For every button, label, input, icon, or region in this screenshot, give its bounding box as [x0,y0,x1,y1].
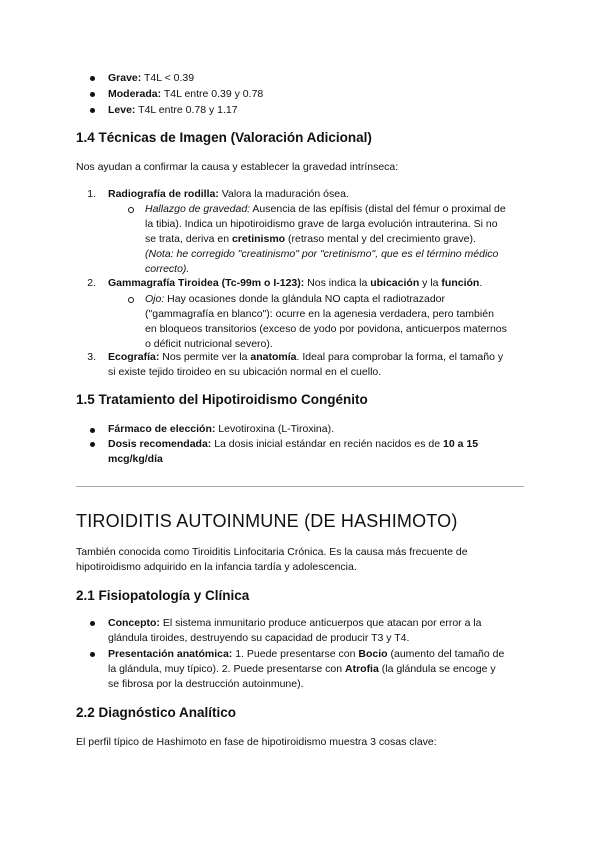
section-heading-2-1: 2.1 Fisiopatología y Clínica [76,588,250,603]
imaging-item-radiografia: Radiografía de rodilla: Valora la maduración ósea. [108,188,349,200]
section-heading-1-4: 1.4 Técnicas de Imagen (Valoración Adicional) [76,130,372,145]
severity-item-leve: Leve: T4L entre 0.78 y 1.17 [108,104,238,116]
radiografia-note-line2: correcto). [145,263,190,275]
hashimoto-intro-line1: También conocida como Tiroiditis Linfocitaria Crónica. Es la causa más frecuente de [76,546,468,558]
radiografia-finding-line1: Hallazgo de gravedad: Ausencia de las epífisis (distal del fémur o proximal de [145,203,506,215]
section-1-4-intro: Nos ayudan a confirmar la causa y establecer la gravedad intrínseca: [76,161,399,173]
bullet-icon [90,442,95,447]
section-2-2-intro: El perfil típico de Hashimoto en fase de hipotiroidismo muestra 3 cosas clave: [76,736,437,748]
physio-presentacion-line3: se fibrosa por la destrucción autoinmune). [108,678,304,690]
radiografia-note-line1: (Nota: he corregido "creatinismo" por "cretinismo", que es el término médico [145,248,499,260]
horizontal-divider [76,486,524,487]
radiografia-finding-line3: se trata, deriva en cretinismo (retraso mental y del crecimiento grave). [145,233,476,245]
ecografia-line2: si existe tejido tiroideo en su ubicación normal en el cuello. [108,366,382,378]
bullet-icon [90,621,95,626]
physio-item-presentacion: Presentación anatómica: 1. Puede presentarse con Bocio (aumento del tamaño de [108,648,505,660]
physio-item-concepto: Concepto: El sistema inmunitario produce anticuerpos que atacan por error a la [108,617,482,629]
bullet-icon [90,428,95,433]
radiografia-finding-line2: la tibia). Indica un hipotiroidismo grave de larga evolución intrauterina. Si no [145,218,498,230]
severity-item-grave: Grave: T4L < 0.39 [108,72,195,84]
list-number: 3. [87,351,96,363]
section-heading-1-5: 1.5 Tratamiento del Hipotiroidismo Congénito [76,392,368,407]
physio-presentacion-line2: la glándula, muy típico). 2. Puede presentarse con Atrofia (la glándula se encoge y [108,663,496,675]
list-number: 1. [87,188,96,200]
chapter-title-hashimoto: TIROIDITIS AUTOINMUNE (DE HASHIMOTO) [76,511,458,531]
treatment-item-dosis: Dosis recomendada: La dosis inicial estándar en recién nacidos es de 10 a 15 [108,438,479,450]
gammagrafia-note-line4: o déficit nutricional severo). [145,338,273,350]
list-number: 2. [87,277,96,289]
bullet-icon [90,108,95,113]
gammagrafia-note-line3: en bloqueos transitorios (exceso de yodo por povidona, anticuerpos maternos [145,323,507,335]
section-heading-2-2: 2.2 Diagnóstico Analítico [76,705,237,720]
hashimoto-intro-line2: hipotiroidismo adquirido en la infancia tardía y adolescencia. [76,561,357,573]
gammagrafia-note-line2: ("gammagrafía en blanco"): ocurre en la agenesia verdadera, pero también [145,308,494,320]
sub-bullet-icon [128,207,134,213]
gammagrafia-note-line1: Ojo: Hay ocasiones donde la glándula NO capta el radiotrazador [145,293,446,305]
bullet-icon [90,652,95,657]
sub-bullet-icon [128,297,134,303]
severity-item-moderada: Moderada: T4L entre 0.39 y 0.78 [108,88,264,100]
treatment-dosis-line2: mcg/kg/día [108,453,163,465]
treatment-item-farmaco: Fármaco de elección: Levotiroxina (L-Tiroxina). [108,423,335,435]
physio-concepto-line2: glándula tiroides, destruyendo su capacidad de producir T3 y T4. [108,632,410,644]
imaging-item-gammagrafia: Gammagrafía Tiroidea (Tc-99m o I-123): Nos indica la ubicación y la función. [108,277,483,289]
bullet-icon [90,76,95,81]
bullet-icon [90,92,95,97]
imaging-item-ecografia: Ecografía: Nos permite ver la anatomía. Ideal para comprobar la forma, el tamaño y [108,351,504,363]
